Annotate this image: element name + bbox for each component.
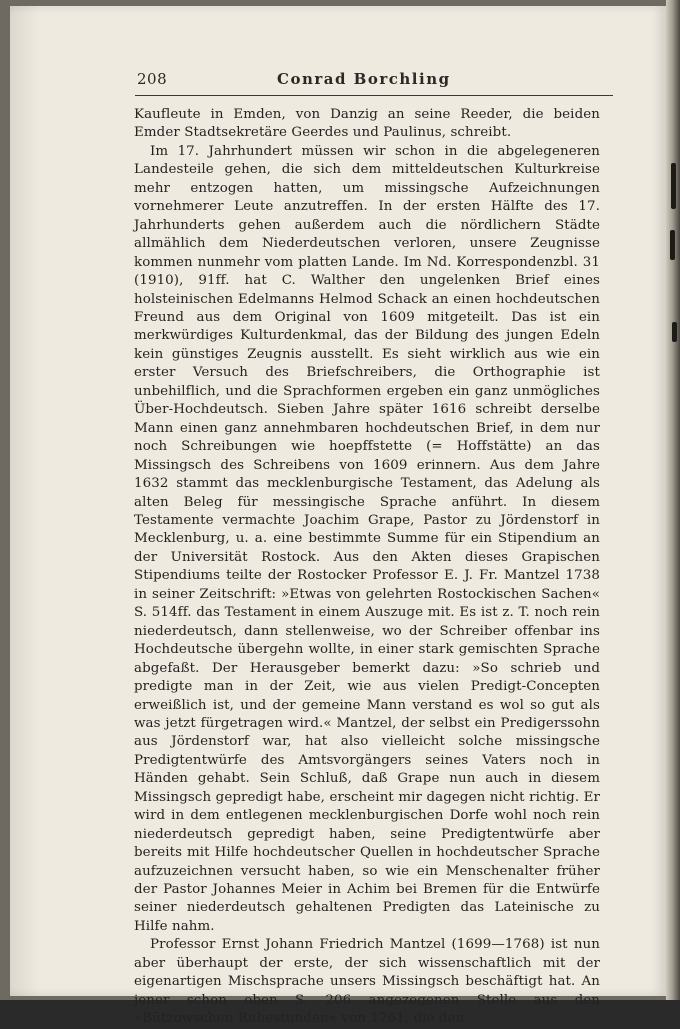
page-header [127, 70, 613, 92]
body-text [134, 106, 600, 1029]
edge-mark [670, 230, 675, 260]
paragraph: Professor Ernst Johann Friedrich Mantzel (1699—1768) ist nun aber überhaupt der erste, der sich wissenschaftlich mit der eigenartigen Mischsprache unsers Missingsch beschäftigt hat. An jener schon oben S. 206 angezogenen Stelle aus den »Bützowschen Ruhestunden« von 1761, die den [134, 937, 600, 1027]
running-head: Conrad Borchling [277, 70, 451, 88]
edge-mark [672, 322, 677, 342]
page-gutter-shadow [10, 6, 40, 996]
paragraph: Im 17. Jahrhundert müssen wir schon in die abgelegeneren Landesteile gehen, die sich dem mitteldeutschen Kulturkreise mehr entzogen hatten, um missingsche Aufzeichnungen vornehmerer Leute anzutreffen. In der ersten Hälfte des 17. Jahrhunderts gehen außerdem auch die nördlichern Städte allmählich dem Niederdeutschen verloren, unsere Zeugnisse kommen nunmehr vom platten Lande. Im Nd. Korrespondenzbl. 31 (1910), 91ff. hat C. Walther den ungelenken Brief eines holsteinischen Edelmanns Helmod Schack an einen hochdeutschen Freund aus dem Original von 1609 mitgeteilt. Das ist ein merkwürdiges Kulturdenkmal, das der Bildung des jungen Edeln kein günstiges Zeugnis ausstellt. Es sieht wirklich aus wie ein erster Versuch des Briefschreibers, die Orthographie ist unbehilflich, und die Sprachformen ergeben ein ganz unmögliches Über-Hochdeutsch. Sieben Jahre später 1616 schreibt derselbe Mann einen ganz annehmbaren hochdeutschen Brief, in dem nur noch Schreibungen wie hoepffstette (= Hoffstätte) an das Missingsch des Schreibens von 1609 erinnern. Aus dem Jahre 1632 stammt das mecklenburgische Testament, das Adelung als alten Beleg für messingische Sprache anführt. In diesem Testamente vermachte Joachim Grape, Pastor zu Jördenstorf in Mecklenburg, u. a. eine bestimmte Summe für ein Stipendium an der Universität Rostock. Aus den Akten dieses Grapischen Stipendiums teilte der Rostocker Professor E. J. Fr. Mantzel 1738 in seiner Zeitschrift: »Etwas von gelehrten Rostockischen Sachen« S. 514ff. das Testament in einem Auszuge mit. Es ist z. T. noch rein niederdeutsch, dann stellenweise, wo der Schreiber offenbar ins Hochdeutsche übergehn wollte, in einer stark gemischten Sprache abgefaßt. Der Herausgeber bemerkt dazu: »So schrieb und predigte man in der Zeit, wie aus vielen Predigt-Concepten erweißlich ist, und der gemeine Mann verstand es wol so gut als was jetzt fürgetragen wird.« Mantzel, der selbst ein Predigerssohn aus Jördenstorf war, hat also vielleicht solche missingsche Predigtentwürfe des Amtsvorgängers seines Vaters noch in Händen gehabt. Sein Schluß, daß Grape nun auch in diesem Missingsch gepredigt habe, erscheint mir dagegen nicht richtig. Er wird in dem entlegenen mecklenburgischen Dorfe wohl noch rein niederdeutsch gepredigt haben, seine Predigtentwürfe aber bereits mit Hilfe hochdeutscher Quellen in hochdeutscher Sprache aufzuzeichnen versucht haben, so wie ein Menschenalter früher der Pastor Johannes Meier in Achim bei Bremen für die Entwürfe seiner niederdeutsch gehaltenen Predigten das Lateinische zu Hilfe nahm. [134, 143, 600, 934]
page-number: 208 [137, 70, 168, 88]
header-rule [135, 95, 613, 96]
page-edge [666, 0, 680, 1000]
edge-mark [671, 163, 676, 209]
paragraph: Kaufleute in Emden, von Danzig an seine Reeder, die beiden Emder Stadtsekretäre Geerdes und Paulinus, schreibt. [134, 107, 600, 141]
